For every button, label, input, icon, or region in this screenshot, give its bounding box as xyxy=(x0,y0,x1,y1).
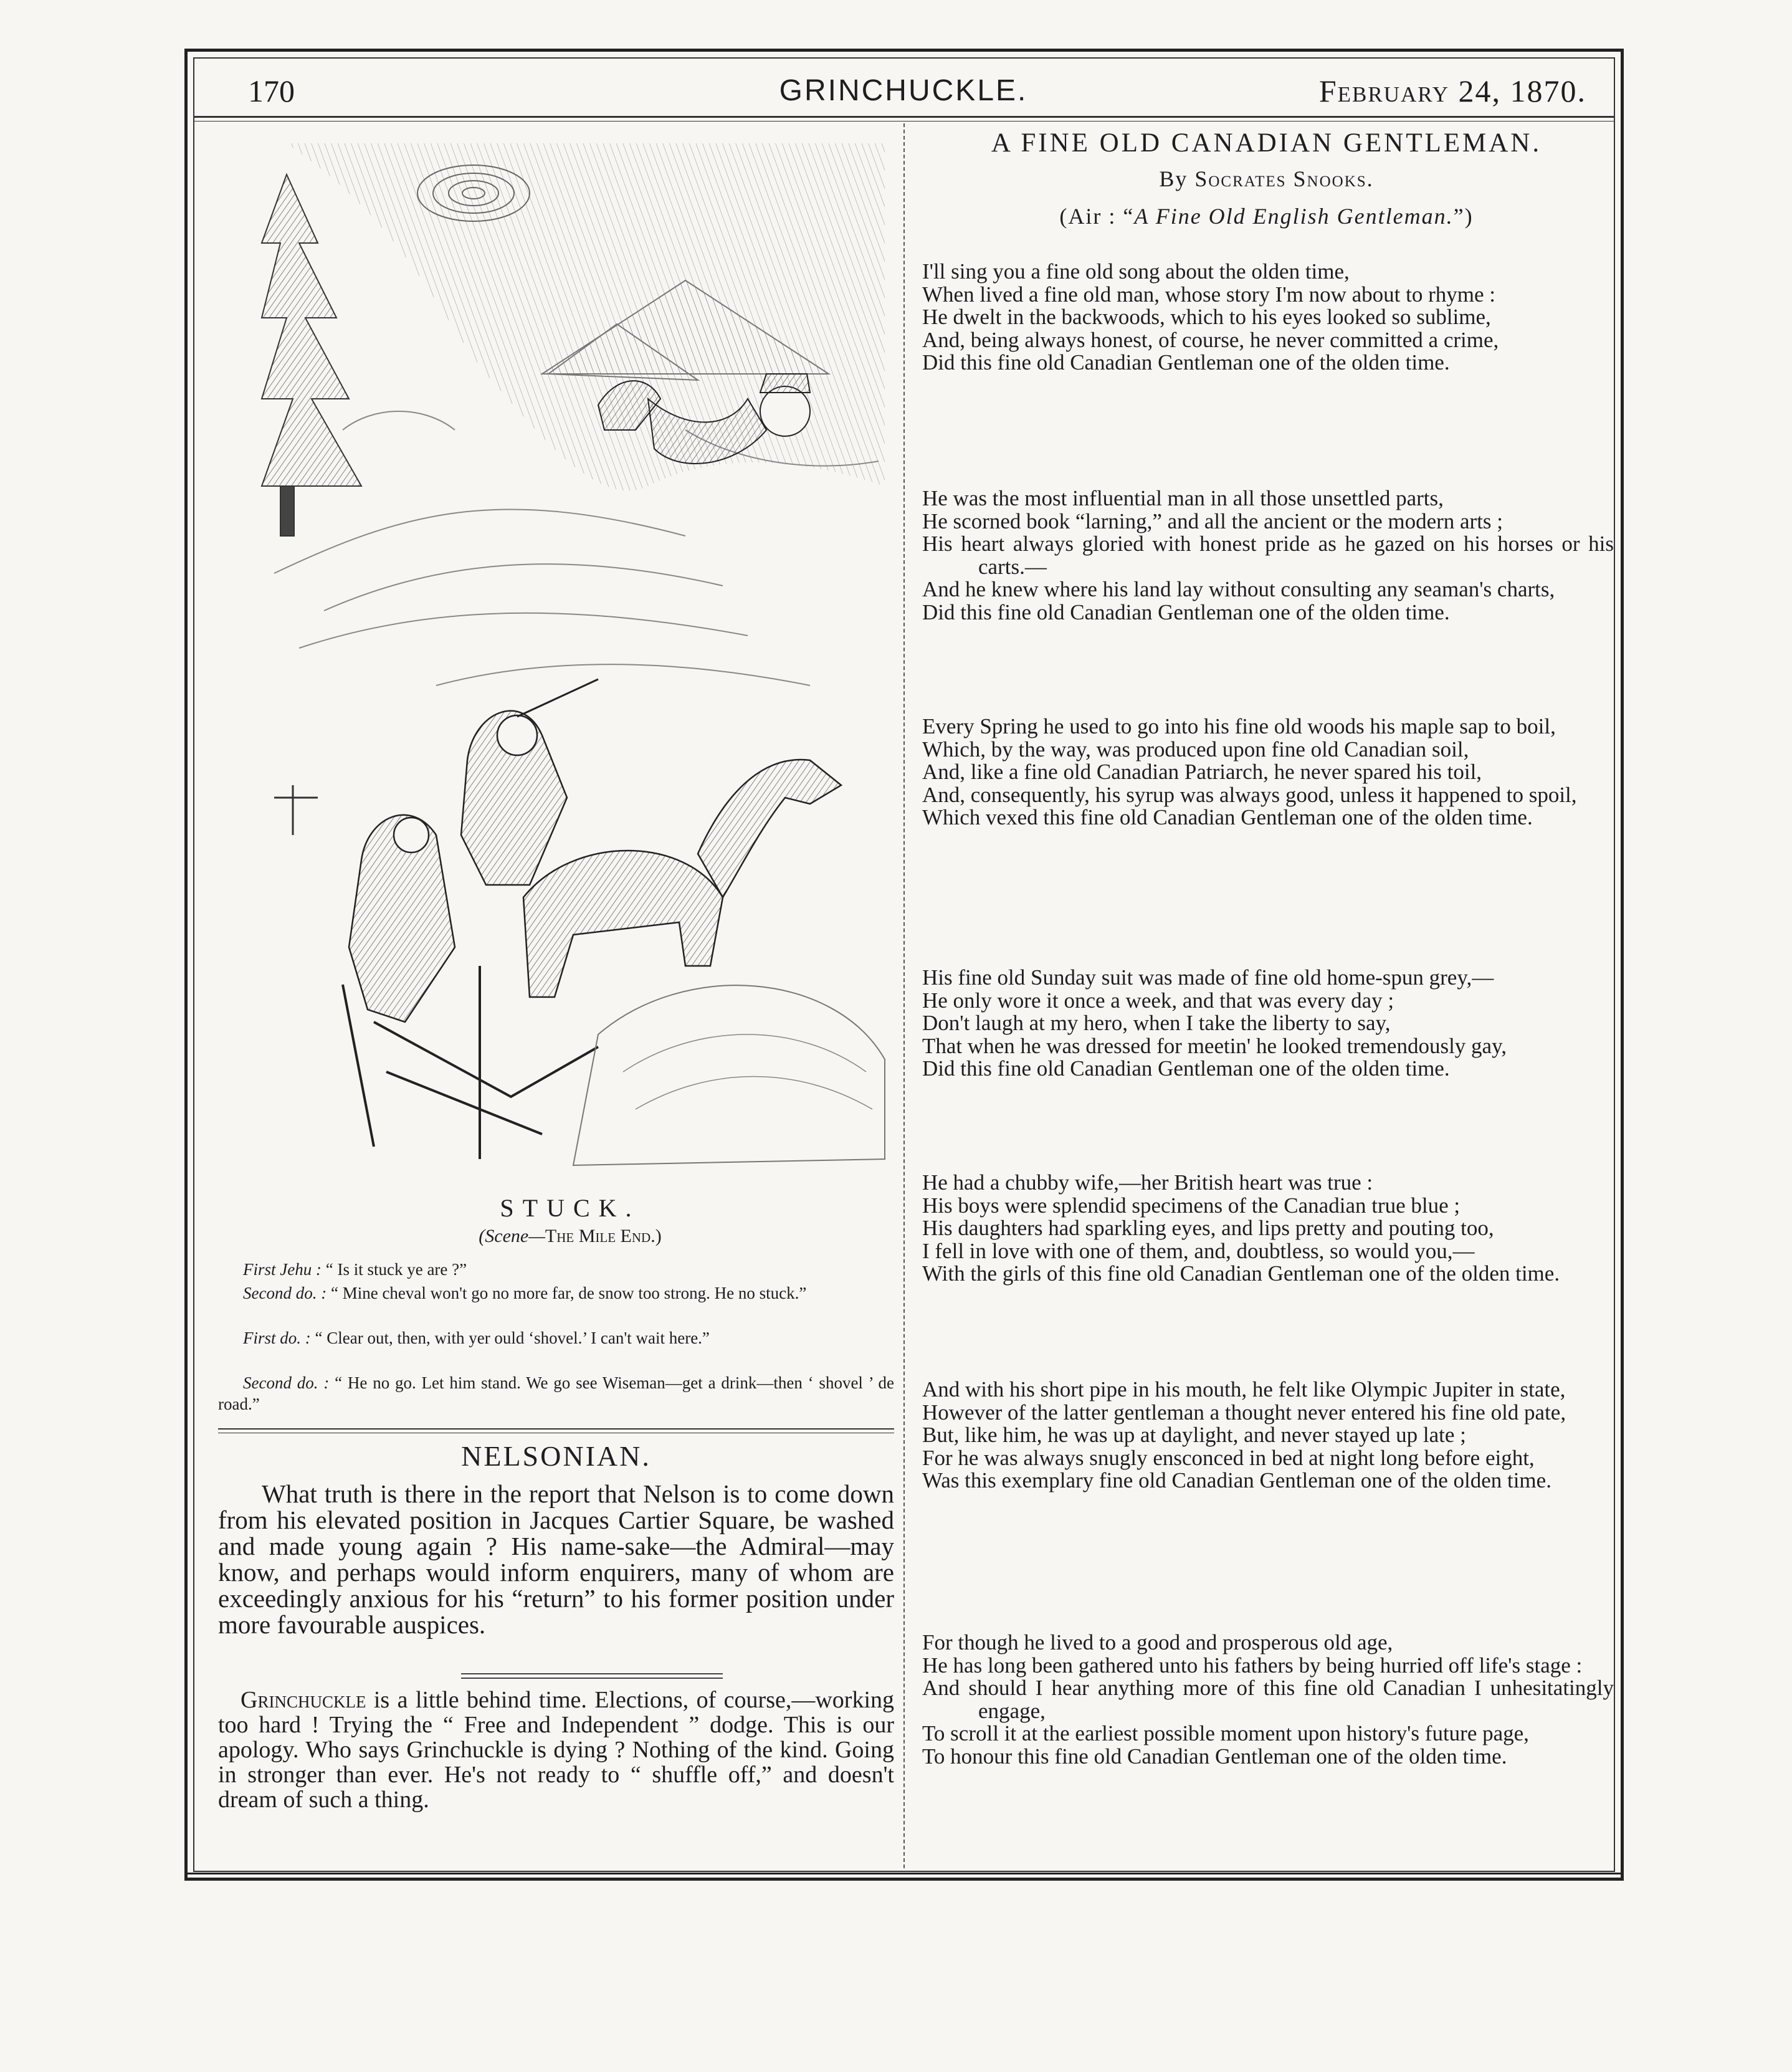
scene-label: (Scene— xyxy=(479,1226,545,1246)
short-rule xyxy=(461,1678,723,1679)
poem-line: He has long been gathered unto his fathers by being hurried off life's stage : xyxy=(922,1653,1583,1678)
poem-line: He only wore it once a week, and that was every day ; xyxy=(922,988,1394,1013)
poem-stanza xyxy=(922,260,1614,375)
scene-place: The Mile End.) xyxy=(545,1226,662,1246)
poem-line: With the girls of this fine old Canadian Gentleman one of the olden time. xyxy=(922,1261,1560,1286)
poem-line: His daughters had sparkling eyes, and lips pretty and pouting too, xyxy=(922,1216,1494,1240)
poem-line: Was this exemplary fine old Canadian Gentleman one of the olden time. xyxy=(922,1468,1551,1492)
grinchuckle-text: is a little behind time. Elections, of course,—working too hard ! Trying the “ Free and Independent ” dodge. This is our apology. Who says Grinchuckle is dying ? Nothing of the kind. Going in stronger than ever. He's not ready to “ shuffle off,” and doesn't dream of such a thing. xyxy=(218,1687,894,1813)
air-suffix: ”) xyxy=(1453,204,1474,229)
poem-line: Did this fine old Canadian Gentleman one of the olden time. xyxy=(922,1056,1450,1081)
dialogue-text: “ Clear out, then, with yer ould ‘shovel.’ I can't wait here.” xyxy=(310,1329,710,1347)
header-rule xyxy=(193,116,1615,118)
dialogue-speaker: First Jehu : xyxy=(243,1260,322,1279)
poem-line: When lived a fine old man, whose story I'm now about to rhyme : xyxy=(922,282,1495,307)
nelsonian-body xyxy=(218,1481,894,1638)
poem-line: Did this fine old Canadian Gentleman one of the olden time. xyxy=(922,599,1450,624)
poem-line: And, consequently, his syrup was always good, unless it happened to spoil, xyxy=(922,782,1577,807)
header-rule-thin xyxy=(193,121,1615,122)
poem-air xyxy=(916,203,1617,229)
dialogue-text: “ Is it stuck ye are ?” xyxy=(321,1260,467,1279)
poem-line: However of the latter gentleman a thought never entered his fine old pate, xyxy=(922,1400,1566,1425)
poem-line: His fine old Sunday suit was made of fine old home-spun grey,— xyxy=(922,965,1494,990)
poem-line: Which vexed this fine old Canadian Gentleman one of the olden time. xyxy=(922,805,1533,829)
poem-line: That when he was dressed for meetin' he looked tremendously gay, xyxy=(922,1033,1507,1058)
air-prefix: (Air : “ xyxy=(1059,204,1135,229)
poem-line: And he knew where his land lay without consulting any seaman's charts, xyxy=(922,577,1555,601)
poem-line: He was the most influential man in all those unsettled parts, xyxy=(922,486,1444,510)
poem-stanza xyxy=(922,487,1614,624)
poem-line: Which, by the way, was produced upon fine old Canadian soil, xyxy=(922,737,1469,761)
dialogue-speaker: Second do. : xyxy=(243,1373,330,1392)
dialogue-text: “ He no go. Let him stand. We go see Wiseman—get a drink—then ‘ shovel ’ de road.” xyxy=(218,1373,895,1413)
air-title: A Fine Old English Gentleman. xyxy=(1134,204,1454,229)
poem-line: His boys were splendid specimens of the Canadian true blue ; xyxy=(922,1193,1461,1218)
poem-stanza xyxy=(922,715,1614,829)
poem-line: And, being always honest, of course, he never committed a crime, xyxy=(922,327,1499,352)
issue-date: February 24, 1870. xyxy=(1318,74,1586,108)
poem-line: For he was always snugly ensconced in bed at night long before eight, xyxy=(922,1445,1535,1470)
cartoon-title: STUCK. xyxy=(500,1194,641,1222)
dialogue-text: “ Mine cheval won't go no more far, de snow too strong. He no stuck.” xyxy=(326,1284,807,1302)
poem-author xyxy=(916,166,1617,192)
grinchuckle-note xyxy=(218,1688,894,1812)
dialogue-line xyxy=(218,1259,894,1280)
poem-line: I'll sing you a fine old song about the olden time, xyxy=(922,259,1350,284)
dialogue-line xyxy=(218,1372,894,1415)
short-rule xyxy=(461,1673,723,1674)
masthead-title: GRINCHUCKLE. xyxy=(779,74,1028,107)
poem-stanza xyxy=(922,967,1614,1081)
grinchuckle-lead: Grinchuckle xyxy=(241,1687,366,1713)
bottom-rule xyxy=(184,1873,1624,1874)
cartoon-scene xyxy=(249,1226,891,1247)
poem-line: He had a chubby wife,—her British heart was true : xyxy=(922,1170,1373,1195)
poem-line: His heart always gloried with honest pride as he gazed on his horses or his carts.— xyxy=(922,532,1614,579)
poem-title: A FINE OLD CANADIAN GENTLEMAN. xyxy=(991,128,1542,158)
column-divider xyxy=(903,123,905,1868)
poem-line: And should I hear anything more of this fine old Canadian I unhesitatingly engage, xyxy=(922,1676,1614,1723)
dialogue-speaker: First do. : xyxy=(243,1329,311,1347)
author-prefix: By xyxy=(1159,166,1188,191)
poem-line: Don't laugh at my hero, when I take the liberty to say, xyxy=(922,1011,1391,1035)
poem-stanza xyxy=(922,1631,1614,1768)
author-name: Socrates Snooks. xyxy=(1194,166,1374,191)
poem-line: Every Spring he used to go into his fine old woods his maple sap to boil, xyxy=(922,714,1556,738)
poem-line: To honour this fine old Canadian Gentleman one of the olden time. xyxy=(922,1744,1507,1769)
poem-line: He scorned book “larning,” and all the ancient or the modern arts ; xyxy=(922,508,1504,533)
poem-line: But, like him, he was up at daylight, and never stayed up late ; xyxy=(922,1423,1466,1447)
dialogue-line xyxy=(218,1282,894,1304)
poem-line: He dwelt in the backwoods, which to his eyes looked so sublime, xyxy=(922,305,1491,329)
nelsonian-heading: NELSONIAN. xyxy=(461,1440,651,1472)
dialogue-line xyxy=(218,1327,894,1349)
poem-line: To scroll it at the earliest possible moment upon history's future page, xyxy=(922,1721,1529,1745)
section-rule xyxy=(218,1428,894,1430)
poem-line: And, like a fine old Canadian Patriarch, he never spared his toil, xyxy=(922,760,1482,784)
poem-stanza xyxy=(922,1378,1614,1492)
poem-line: And with his short pipe in his mouth, he felt like Olympic Jupiter in state, xyxy=(922,1377,1566,1401)
cartoon-illustration xyxy=(249,137,891,1178)
page-number: 170 xyxy=(248,74,295,108)
nelsonian-paragraph: What truth is there in the report that Nelson is to come down from his elevated position in Jacques Cartier Square, be washed and made young again ? His name-sake—the Admiral—may know, and perhaps would inform enquirers, many of whom are exceedingly anxious for his “return” to his former position under more favourable auspices. xyxy=(218,1479,894,1639)
dialogue-speaker: Second do. : xyxy=(243,1284,327,1302)
poem-stanza xyxy=(922,1172,1614,1286)
poem-line: Did this fine old Canadian Gentleman one of the olden time. xyxy=(922,350,1450,375)
poem-line: I fell in love with one of them, and, doubtless, so would you,— xyxy=(922,1238,1475,1263)
poem-line: For though he lived to a good and prosperous old age, xyxy=(922,1630,1393,1654)
